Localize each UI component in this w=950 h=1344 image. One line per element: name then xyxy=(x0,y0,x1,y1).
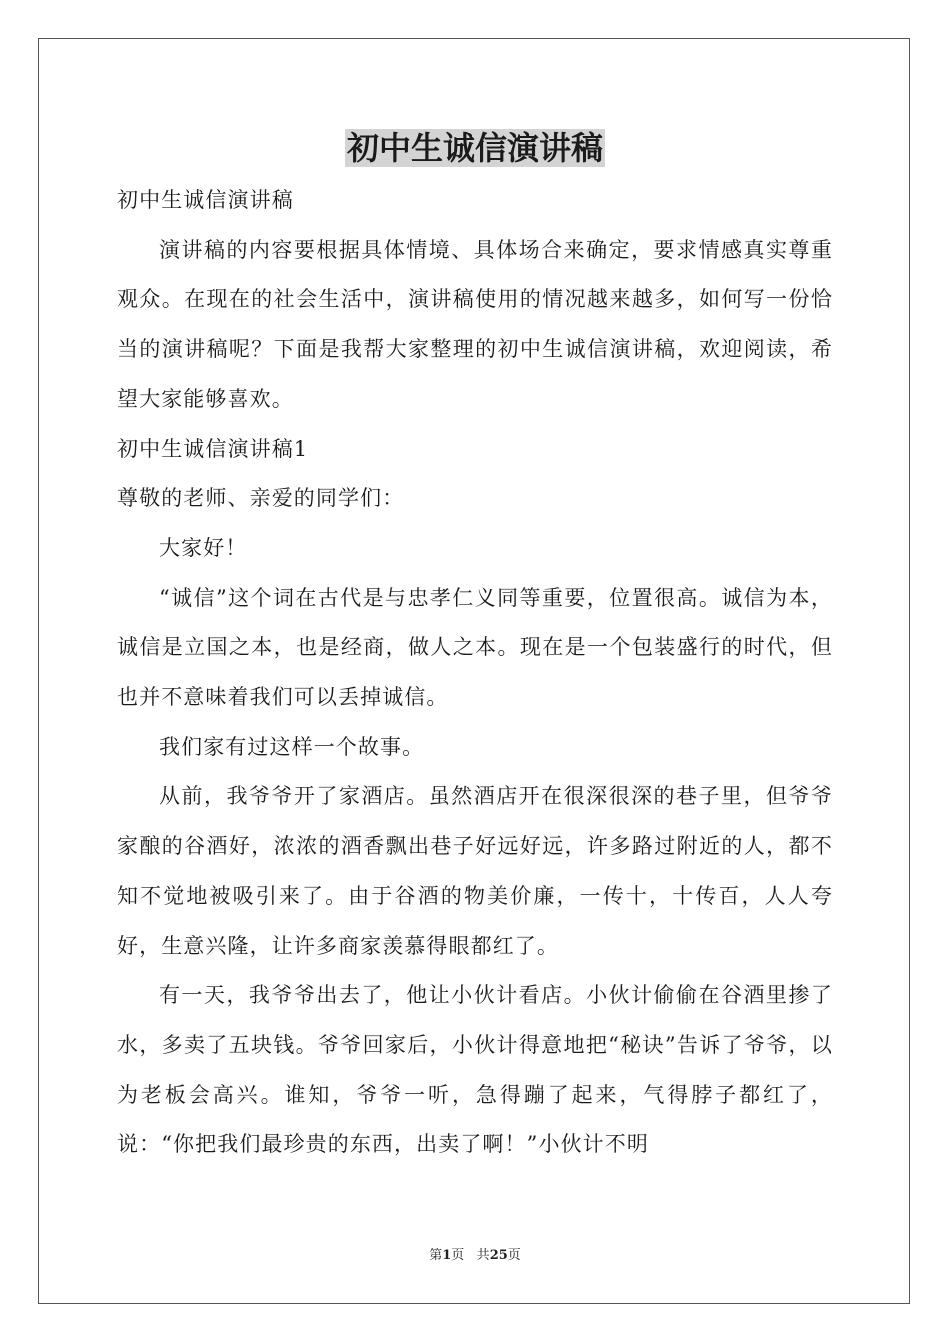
paragraph-intro: 演讲稿的内容要根据具体情境、具体场合来确定，要求情感真实尊重观众。在现在的社会生活中，演讲稿使用的情况越来越多，如何写一份恰当的演讲稿呢？下面是我帮大家整理的初中生诚信演讲稿，欢迎阅读，希望大家能够喜欢。 xyxy=(117,237,833,411)
footer-total-pages: 25 xyxy=(489,1248,508,1263)
footer-page-suffix: 页 xyxy=(451,1248,465,1263)
paragraph-body: “诚信”这个词在古代是与忠孝仁义同等重要，位置很高。诚信为本，诚信是立国之本，也是经商，做人之本。现在是一个包装盛行的时代，但也并不意味着我们可以丢掉诚信。 xyxy=(117,585,833,710)
document-title xyxy=(0,128,950,168)
document-body xyxy=(117,176,833,1170)
paragraph-body: 我们家有过这样一个故事。 xyxy=(159,734,425,759)
paragraph-greeting: 大家好！ xyxy=(159,535,248,560)
page-footer xyxy=(0,1247,950,1265)
document-title-text: 初中生诚信演讲稿 xyxy=(346,129,603,167)
paragraph-body: 有一天，我爷爷出去了，他让小伙计看店。小伙计偷偷在谷酒里掺了水，多卖了五块钱。爷爷回家后，小伙计得意地把“秘诀”告诉了爷爷，以为老板会高兴。谁知，爷爷一听，急得蹦了起来，气得脖子都红了，说：“你把我们最珍贵的东西，出卖了啊！”小伙计不明 xyxy=(117,983,833,1157)
footer-page-number: 1 xyxy=(442,1248,452,1263)
paragraph-section-heading: 初中生诚信演讲稿1 xyxy=(117,436,309,461)
paragraph-body: 从前，我爷爷开了家酒店。虽然酒店开在很深很深的巷子里，但爷爷家酿的谷酒好，浓浓的酒香飘出巷子好远好远，许多路过附近的人，都不知不觉地被吸引来了。由于谷酒的物美价廉，一传十，十传百，人人夸好，生意兴隆，让许多商家羡慕得眼都红了。 xyxy=(117,784,833,958)
paragraph-subtitle: 初中生诚信演讲稿 xyxy=(117,188,294,212)
paragraph-salutation: 尊敬的老师、亲爱的同学们： xyxy=(117,486,405,511)
footer-total-suffix: 页 xyxy=(507,1248,521,1263)
footer-total-prefix: 共 xyxy=(476,1248,490,1263)
footer-page-prefix: 第 xyxy=(429,1248,443,1263)
